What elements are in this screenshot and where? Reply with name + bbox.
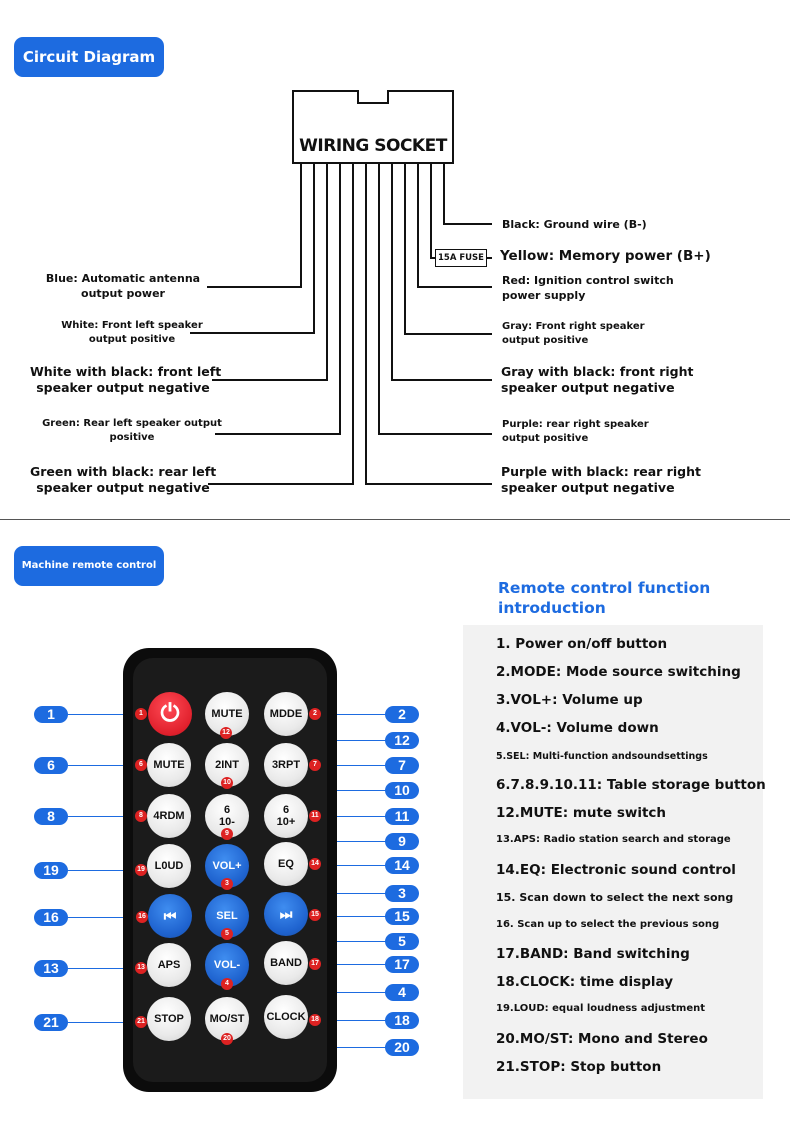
callout-13: 13 <box>34 960 68 977</box>
right-wire-label-purple-black <box>501 464 701 496</box>
callout-7: 7 <box>385 757 419 774</box>
power-button[interactable] <box>148 692 192 736</box>
right-wire-label-black <box>502 217 647 232</box>
callout-19: 19 <box>34 862 68 879</box>
callout-11: 11 <box>385 808 419 825</box>
callout-17: 17 <box>385 956 419 973</box>
mute-button[interactable]: MUTE <box>147 743 191 787</box>
tag-15: 15 <box>309 909 321 921</box>
label-line: Blue: Automatic antenna <box>45 272 201 285</box>
label-line: power supply <box>502 289 586 302</box>
callout-5: 5 <box>385 933 419 950</box>
wire-red <box>418 164 492 287</box>
left-wire-label-green <box>36 417 228 445</box>
mute-top-button[interactable]: MUTE <box>205 692 249 736</box>
label-line: speaker output negative <box>36 480 210 495</box>
tag-20: 20 <box>221 1033 233 1045</box>
label-line: output positive <box>88 334 176 345</box>
tag-17: 17 <box>309 958 321 970</box>
callout-4: 4 <box>385 984 419 1001</box>
previous-icon: ⏮ <box>163 908 177 924</box>
tag-19: 19 <box>135 864 147 876</box>
tag-2: 2 <box>309 708 321 720</box>
function-item: 4.VOL-: Volume down <box>496 720 659 736</box>
label-line: Black: Ground wire (B-) <box>502 218 647 231</box>
tag-10: 10 <box>221 777 233 789</box>
label-line: speaker output negative <box>501 380 675 395</box>
tag-18: 18 <box>309 1014 321 1026</box>
function-item: 5.SEL: Multi-function andsoundsettings <box>496 751 708 762</box>
function-item: 6.7.8.9.10.11: Table storage button <box>496 777 766 793</box>
wire-yellow <box>431 164 435 258</box>
wire-black <box>444 164 492 224</box>
right-wire-label-purple <box>502 418 649 446</box>
function-item: 18.CLOCK: time display <box>496 974 674 990</box>
callout-1: 1 <box>34 706 68 723</box>
label-line: Green with black: rear left <box>30 464 217 479</box>
tag-8: 8 <box>135 810 147 822</box>
label-line: speaker output negative <box>501 480 675 495</box>
tag-3: 3 <box>221 878 233 890</box>
band-button[interactable]: BAND <box>264 941 308 985</box>
wire-gray-black <box>392 164 492 380</box>
label-line: Purple: rear right speaker <box>502 419 649 430</box>
wire-blue <box>207 164 301 287</box>
label-line: Purple with black: rear right <box>501 464 701 479</box>
tag-13: 13 <box>135 962 147 974</box>
function-item: 19.LOUD: equal loudness adjustment <box>496 1003 705 1014</box>
next-button[interactable] <box>264 892 308 936</box>
tag-11: 11 <box>309 810 321 822</box>
callout-6: 6 <box>34 757 68 774</box>
mode-button[interactable]: MDDE <box>264 692 308 736</box>
tag-1: 1 <box>135 708 147 720</box>
clock-button[interactable]: CLOCK <box>264 995 308 1039</box>
wire-white <box>190 164 314 333</box>
volume-up-button[interactable]: VOL+ <box>205 844 249 888</box>
preset-6-plus-10-button[interactable] <box>264 794 308 838</box>
title-line: Remote control function <box>498 579 711 597</box>
callout-16: 16 <box>34 909 68 926</box>
callout-18: 18 <box>385 1012 419 1029</box>
callout-15: 15 <box>385 908 419 925</box>
label-line: Yellow: Memory power (B+) <box>500 248 711 264</box>
label-line: output positive <box>502 335 589 346</box>
button-line: 6 <box>223 804 231 816</box>
right-wire-label-red <box>502 273 674 303</box>
sel-button[interactable]: SEL <box>205 894 249 938</box>
button-line: 10- <box>219 816 235 828</box>
wire-green <box>215 164 340 434</box>
callout-8: 8 <box>34 808 68 825</box>
label-line: speaker output negative <box>36 380 210 395</box>
previous-button[interactable] <box>148 894 192 938</box>
wire-purple-black <box>366 164 492 484</box>
volume-down-button[interactable]: VOL- <box>205 943 249 987</box>
preset-2-int-button[interactable]: 2INT <box>205 743 249 787</box>
wire-green-black <box>208 164 353 484</box>
machine-remote-control-button[interactable]: Machine remote control <box>14 546 164 586</box>
power-icon: ⏻ <box>160 700 180 727</box>
function-item: 15. Scan down to select the next song <box>496 891 734 904</box>
function-item: 2.MODE: Mode source switching <box>496 664 741 680</box>
socket-label: WIRING SOCKET <box>299 136 447 156</box>
next-icon: ⏭ <box>279 906 293 922</box>
tag-7: 7 <box>309 759 321 771</box>
tag-5: 5 <box>221 928 233 940</box>
aps-button[interactable]: APS <box>147 943 191 987</box>
callout-21: 21 <box>34 1014 68 1031</box>
remote-function-title <box>498 578 710 618</box>
wire-purple <box>379 164 492 434</box>
label-line: White with black: front left <box>30 364 222 379</box>
function-item: 14.EQ: Electronic sound control <box>496 862 736 878</box>
left-wire-label-blue <box>38 271 208 301</box>
tag-6: 6 <box>135 759 147 771</box>
tag-14: 14 <box>309 858 321 870</box>
callout-20: 20 <box>385 1039 419 1056</box>
right-wire-label-gray-black <box>501 364 693 396</box>
preset-3-rpt-button[interactable]: 3RPT <box>264 743 308 787</box>
section-divider <box>0 519 790 520</box>
eq-button[interactable]: EQ <box>264 842 308 886</box>
tag-9: 9 <box>221 828 233 840</box>
callout-3: 3 <box>385 885 419 902</box>
label-line: Green: Rear left speaker output <box>42 418 222 429</box>
wire-white-black <box>212 164 327 380</box>
right-wire-label-yellow <box>500 248 711 264</box>
callout-10: 10 <box>385 782 419 799</box>
function-item: 12.MUTE: mute switch <box>496 805 667 821</box>
function-item: 3.VOL+: Volume up <box>496 692 643 708</box>
left-wire-label-white-black <box>30 364 222 396</box>
function-item: 1. Power on/off button <box>496 636 668 652</box>
tag-16: 16 <box>136 911 148 923</box>
function-item: 17.BAND: Band switching <box>496 946 690 962</box>
circuit-diagram-button[interactable]: Circuit Diagram <box>14 37 164 77</box>
callout-2: 2 <box>385 706 419 723</box>
label-line: Gray with black: front right <box>501 364 694 379</box>
label-line: positive <box>109 432 155 443</box>
left-wire-label-green-black <box>30 464 216 496</box>
tag-12: 12 <box>220 727 232 739</box>
right-wire-label-gray <box>502 320 645 348</box>
stop-button[interactable]: STOP <box>147 997 191 1041</box>
fuse-box: 15A FUSE <box>435 249 487 267</box>
tag-4: 4 <box>221 978 233 990</box>
button-line: 6 <box>282 804 290 816</box>
loud-button[interactable]: L0UD <box>147 844 191 888</box>
function-item: 16. Scan up to select the previous song <box>496 919 720 930</box>
function-item: 20.MO/ST: Mono and Stereo <box>496 1031 708 1047</box>
button-line: 10+ <box>276 816 296 828</box>
mo-st-button[interactable]: MO/ST <box>205 997 249 1041</box>
function-item: 13.APS: Radio station search and storage <box>496 834 731 845</box>
label-line: output power <box>81 287 165 300</box>
function-item: 21.STOP: Stop button <box>496 1059 662 1075</box>
tag-21: 21 <box>135 1016 147 1028</box>
left-wire-label-white <box>52 319 212 347</box>
callout-9: 9 <box>385 833 419 850</box>
title-line: introduction <box>498 599 606 617</box>
label-line: White: Front left speaker <box>61 320 203 331</box>
callout-12: 12 <box>385 732 419 749</box>
label-line: Red: Ignition control switch <box>502 274 674 287</box>
callout-14: 14 <box>385 857 419 874</box>
preset-4-rdm-button[interactable]: 4RDM <box>147 794 191 838</box>
label-line: Gray: Front right speaker <box>502 321 645 332</box>
label-line: output positive <box>502 433 589 444</box>
